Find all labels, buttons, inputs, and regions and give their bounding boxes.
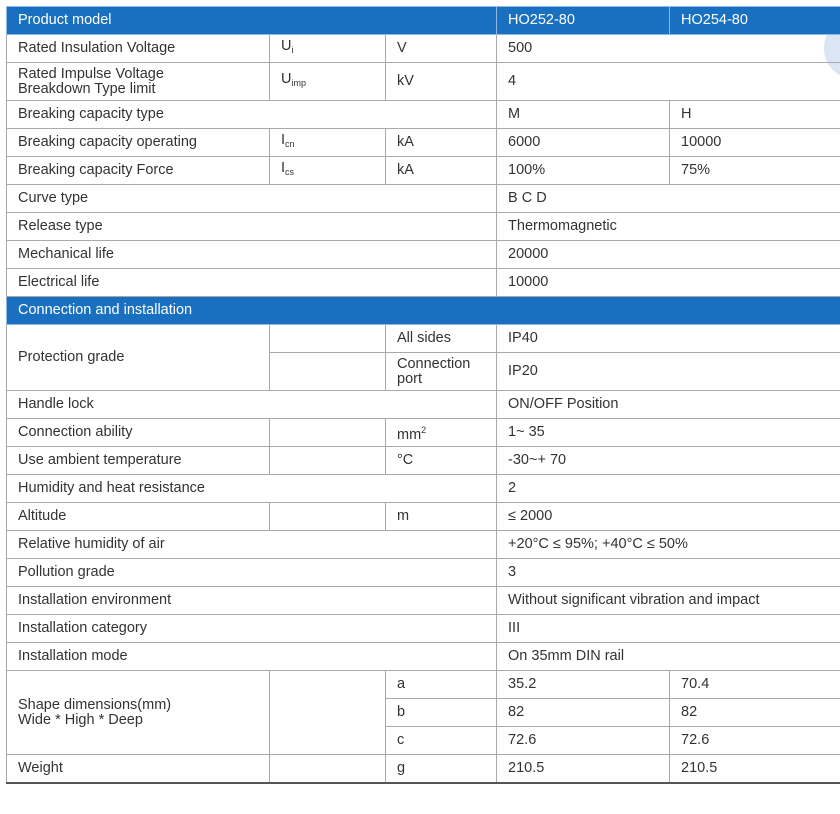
- row-value: III: [497, 615, 840, 643]
- row-unit: kV: [386, 63, 497, 101]
- row-label: Breaking capacity Force: [7, 157, 270, 185]
- table-row: [7, 447, 840, 475]
- table-header-row: [7, 7, 840, 35]
- row-value-a: 72.6: [497, 727, 670, 755]
- row-value: +20°C ≤ 95%; +40°C ≤ 50%: [497, 531, 840, 559]
- table-row: [7, 475, 840, 503]
- header-product-model: Product model: [7, 7, 497, 35]
- row-label: Humidity and heat resistance: [7, 475, 497, 503]
- row-dim-name: a: [386, 671, 497, 699]
- row-sublabel: All sides: [386, 325, 497, 353]
- row-symbol: $U_{imp}$: [270, 63, 386, 101]
- row-label: Electrical life: [7, 269, 497, 297]
- row-label: Installation mode: [7, 643, 497, 671]
- row-value-b: 72.6: [670, 727, 840, 755]
- row-value-b: 75%: [670, 157, 840, 185]
- table-row: [7, 559, 840, 587]
- row-value-a: 100%: [497, 157, 670, 185]
- row-value: ≤ 2000: [497, 503, 840, 531]
- table-row: [7, 101, 840, 129]
- section-header-row: [7, 297, 840, 325]
- row-value-b: 210.5: [670, 755, 840, 783]
- table-row: [7, 241, 840, 269]
- row-unit: m: [386, 503, 497, 531]
- row-unit: °C: [386, 447, 497, 475]
- table-row: [7, 35, 840, 63]
- row-unit: g: [386, 755, 497, 783]
- empty-cell: [270, 503, 386, 531]
- header-model-a: HO252-80: [497, 7, 670, 35]
- row-label: Rated Insulation Voltage: [7, 35, 270, 63]
- row-label: Shape dimensions(mm) Wide * High * Deep: [7, 671, 270, 755]
- row-value: 4: [497, 63, 840, 101]
- row-value: 1~ 35: [497, 419, 840, 447]
- row-dim-name: b: [386, 699, 497, 727]
- section-title: Connection and installation: [7, 297, 840, 325]
- row-value-b: 10000: [670, 129, 840, 157]
- row-value: 3: [497, 559, 840, 587]
- row-value-a: 35.2: [497, 671, 670, 699]
- row-value: ON/OFF Position: [497, 391, 840, 419]
- row-label: Rated Impulse Voltage Breakdown Type limit: [7, 63, 270, 101]
- row-value: 2: [497, 475, 840, 503]
- row-label: Altitude: [7, 503, 270, 531]
- row-label: Curve type: [7, 185, 497, 213]
- row-symbol: $I_{cs}$: [270, 157, 386, 185]
- row-value: On 35mm DIN rail: [497, 643, 840, 671]
- table-row: [7, 587, 840, 615]
- row-value: 500: [497, 35, 840, 63]
- row-value: 20000: [497, 241, 840, 269]
- table-row: [7, 531, 840, 559]
- row-label: Installation environment: [7, 587, 497, 615]
- table-row: [7, 503, 840, 531]
- table-row: [7, 325, 840, 353]
- row-label: Release type: [7, 213, 497, 241]
- table-row: [7, 755, 840, 783]
- row-value: B C D: [497, 185, 840, 213]
- empty-cell: [270, 325, 386, 353]
- table-row: [7, 185, 840, 213]
- header-model-b: HO254-80: [670, 7, 840, 35]
- table-row: [7, 129, 840, 157]
- row-value: Without significant vibration and impact: [497, 587, 840, 615]
- row-unit: $mm^2$: [386, 419, 497, 447]
- row-label: Handle lock: [7, 391, 497, 419]
- table-row: [7, 419, 840, 447]
- table-row: [7, 213, 840, 241]
- row-sublabel: Connection port: [386, 353, 497, 391]
- row-label: Relative humidity of air: [7, 531, 497, 559]
- row-label: Protection grade: [7, 325, 270, 391]
- row-value-a: 210.5: [497, 755, 670, 783]
- row-label: Weight: [7, 755, 270, 783]
- row-value-a: 6000: [497, 129, 670, 157]
- row-value-b: 70.4: [670, 671, 840, 699]
- empty-cell: [270, 353, 386, 391]
- empty-cell: [270, 447, 386, 475]
- row-label: Connection ability: [7, 419, 270, 447]
- spec-table: [6, 6, 840, 784]
- row-dim-name: c: [386, 727, 497, 755]
- row-unit: V: [386, 35, 497, 63]
- row-value: 10000: [497, 269, 840, 297]
- row-value-b: H: [670, 101, 840, 129]
- row-value: IP20: [497, 353, 840, 391]
- row-unit: kA: [386, 157, 497, 185]
- table-row: [7, 269, 840, 297]
- row-label: Breaking capacity type: [7, 101, 497, 129]
- row-value-a: M: [497, 101, 670, 129]
- row-value-a: 82: [497, 699, 670, 727]
- table-row: [7, 157, 840, 185]
- empty-cell: [270, 419, 386, 447]
- row-value: Thermomagnetic: [497, 213, 840, 241]
- empty-cell: [270, 755, 386, 783]
- row-label: Installation category: [7, 615, 497, 643]
- table-row: [7, 671, 840, 699]
- table-row: [7, 615, 840, 643]
- table-row: [7, 63, 840, 101]
- row-unit: kA: [386, 129, 497, 157]
- row-symbol: $U_i$: [270, 35, 386, 63]
- row-label: Use ambient temperature: [7, 447, 270, 475]
- row-label: Mechanical life: [7, 241, 497, 269]
- row-symbol: $I_{cn}$: [270, 129, 386, 157]
- table-row: [7, 643, 840, 671]
- row-value: -30~+ 70: [497, 447, 840, 475]
- row-value: IP40: [497, 325, 840, 353]
- table-row: [7, 391, 840, 419]
- row-value-b: 82: [670, 699, 840, 727]
- row-label: Breaking capacity operating: [7, 129, 270, 157]
- row-label: Pollution grade: [7, 559, 497, 587]
- empty-cell: [270, 671, 386, 755]
